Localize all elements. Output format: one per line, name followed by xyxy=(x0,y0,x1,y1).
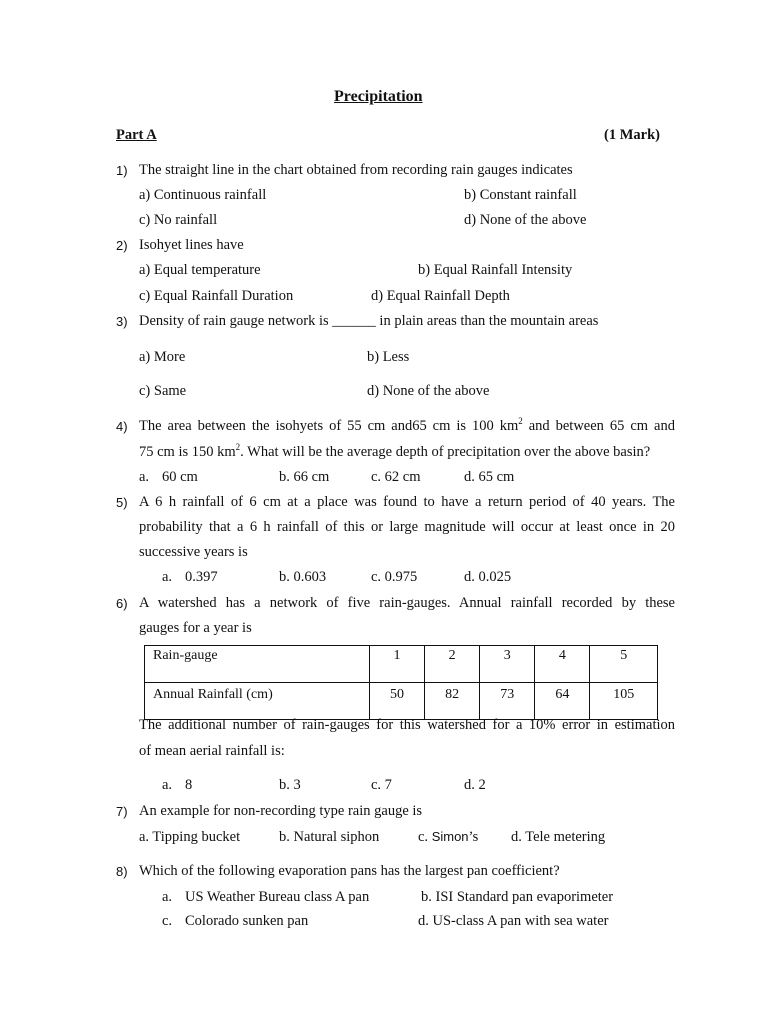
option-d: d) None of the above xyxy=(464,212,587,228)
table-row xyxy=(145,683,658,720)
question-text-line-3: successive years is xyxy=(139,544,248,560)
question-text-line-2: gauges for a year is xyxy=(139,620,252,636)
option-c: Colorado sunken pan xyxy=(185,913,309,929)
rainfall-table xyxy=(144,645,658,720)
option-d: d. Tele metering xyxy=(511,829,606,845)
question-text-line-3: The additional number of rain-gauges for this watershed for a 10% error in estimation xyxy=(139,717,675,733)
table-cell: 73 xyxy=(480,683,535,720)
table-cell: 64 xyxy=(535,683,590,720)
option-d: d) None of the above xyxy=(367,383,490,399)
superscript: 2 xyxy=(518,416,523,427)
option-b: b. Natural siphon xyxy=(279,829,380,845)
table-row xyxy=(145,646,658,683)
table-cell: 3 xyxy=(480,646,535,683)
question-number: 7) xyxy=(116,804,128,819)
option-c: c. 0.975 xyxy=(371,569,418,585)
text-part: Simon xyxy=(431,829,469,844)
option-a-letter: a. xyxy=(162,569,173,585)
table-cell: 105 xyxy=(590,683,658,720)
table-cell: 4 xyxy=(535,646,590,683)
question-text-line-1: A 6 h rainfall of 6 cm at a place was found to have a return period of 40 years. The xyxy=(139,494,675,510)
option-c: c) Same xyxy=(139,383,187,399)
question-text-line-1 xyxy=(139,418,675,435)
option-c: c) Equal Rainfall Duration xyxy=(139,288,294,304)
option-a: a. Tipping bucket xyxy=(139,829,241,845)
option-a: a) More xyxy=(139,349,186,365)
option-b: b) Constant rainfall xyxy=(464,187,577,203)
text-part: ’s xyxy=(468,829,479,845)
table-cell: 1 xyxy=(370,646,425,683)
option-b: b. 0.603 xyxy=(279,569,327,585)
option-d: d. 2 xyxy=(464,777,486,793)
option-d: d. 65 cm xyxy=(464,469,515,485)
question-number: 6) xyxy=(116,596,128,611)
question-number: 2) xyxy=(116,238,128,253)
option-c-letter: c. xyxy=(162,913,173,929)
question-number: 5) xyxy=(116,495,128,510)
option-a: 60 cm xyxy=(162,469,198,485)
option-a-letter: a. xyxy=(139,469,150,485)
question-text-line-2 xyxy=(139,444,650,461)
option-b: b. 66 cm xyxy=(279,469,330,485)
text-part: c. xyxy=(418,829,432,845)
option-a-letter: a. xyxy=(162,777,173,793)
option-b: b) Less xyxy=(367,349,410,365)
table-cell: 82 xyxy=(425,683,480,720)
table-cell: 2 xyxy=(425,646,480,683)
text-part: . What will be the average depth of precipitation over the above basin? xyxy=(240,444,651,460)
option-b: b. 3 xyxy=(279,777,301,793)
question-text: Which of the following evaporation pans has the largest pan coefficient? xyxy=(139,863,560,879)
table-cell: Annual Rainfall (cm) xyxy=(145,683,370,720)
option-d: d) Equal Rainfall Depth xyxy=(371,288,510,304)
table-cell: Rain-gauge xyxy=(145,646,370,683)
option-a: 8 xyxy=(185,777,193,793)
question-text: The straight line in the chart obtained from recording rain gauges indicates xyxy=(139,162,573,178)
question-text-line-2: probability that a 6 h rainfall of this or large magnitude will occur at least once in 20 xyxy=(139,519,675,535)
page-title: Precipitation xyxy=(334,88,423,105)
option-c: c. 62 cm xyxy=(371,469,421,485)
text-part: The area between the isohyets of 55 cm and65 cm is 100 km xyxy=(139,418,519,434)
part-marks: (1 Mark) xyxy=(604,127,660,143)
question-number: 3) xyxy=(116,314,128,329)
question-text-line-1: A watershed has a network of five rain-gauges. Annual rainfall recorded by these xyxy=(139,595,675,611)
question-text-line-4: of mean aerial rainfall is: xyxy=(139,743,285,759)
table-cell: 50 xyxy=(370,683,425,720)
question-text: Density of rain gauge network is ______ in plain areas than the mountain areas xyxy=(139,313,599,329)
question-number: 4) xyxy=(116,419,128,434)
question-number: 8) xyxy=(116,864,128,879)
text-part: 75 cm is 150 km xyxy=(139,444,236,460)
text-part: and between 65 cm and xyxy=(522,418,675,434)
superscript: 2 xyxy=(235,442,241,453)
question-number: 1) xyxy=(116,163,128,178)
option-b: b) Equal Rainfall Intensity xyxy=(418,262,573,278)
option-d: d. 0.025 xyxy=(464,569,512,585)
option-d: d. US-class A pan with sea water xyxy=(418,913,609,929)
question-text: Isohyet lines have xyxy=(139,237,244,253)
option-a: US Weather Bureau class A pan xyxy=(185,889,370,905)
option-c xyxy=(418,829,478,846)
part-label: Part A xyxy=(116,127,157,143)
option-a: a) Continuous rainfall xyxy=(139,187,267,203)
option-b: b. ISI Standard pan evaporimeter xyxy=(421,889,614,905)
option-a: a) Equal temperature xyxy=(139,262,261,278)
question-text: An example for non-recording type rain gauge is xyxy=(139,803,423,819)
option-a-letter: a. xyxy=(162,889,173,905)
table-cell: 5 xyxy=(590,646,658,683)
option-c: c) No rainfall xyxy=(139,212,218,228)
option-a: 0.397 xyxy=(185,569,218,585)
option-c: c. 7 xyxy=(371,777,392,793)
